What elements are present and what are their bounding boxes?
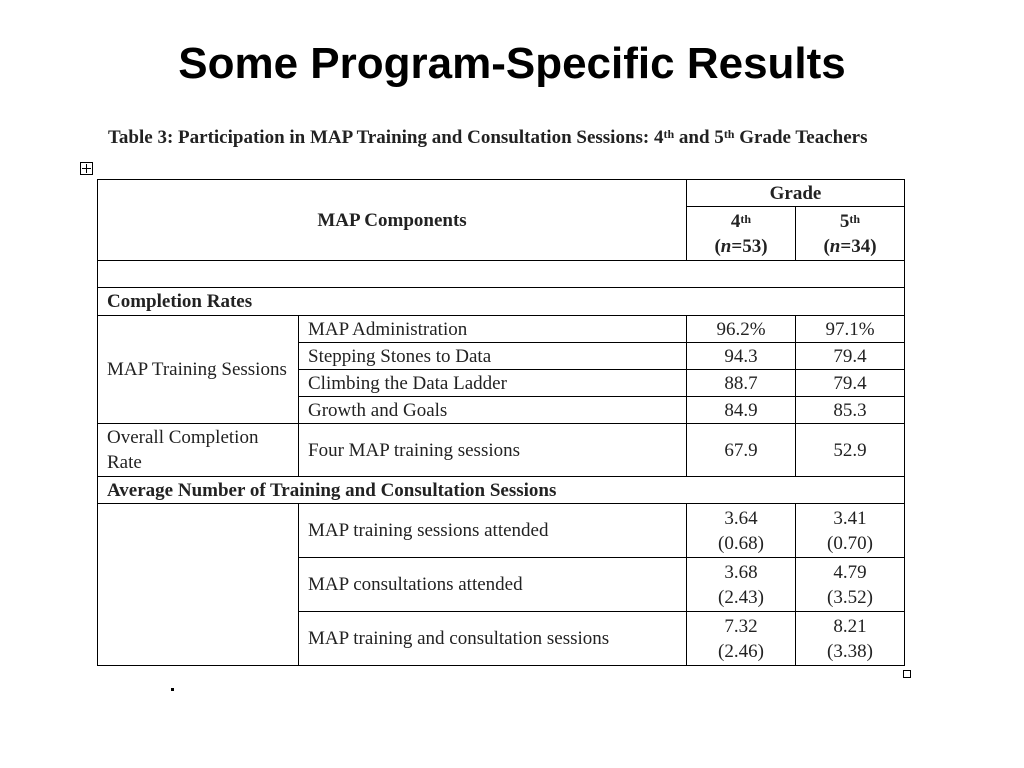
sd-value: (2.46)	[718, 640, 764, 662]
mean-value: 3.68	[724, 561, 758, 583]
grade-5-n-open: (	[823, 235, 830, 257]
grade-5-sup: th	[849, 211, 861, 226]
row-label: Four MAP training sessions	[299, 424, 687, 477]
cell-grade-4: 67.9	[687, 424, 796, 477]
row-label: Climbing the Data Ladder	[299, 370, 687, 397]
row-label: MAP consultations attended	[299, 558, 687, 612]
empty-spacer-row	[98, 261, 905, 288]
cell-grade-5	[796, 558, 905, 612]
cell-grade-4: 88.7	[687, 370, 796, 397]
cell-grade-5: 97.1%	[796, 316, 905, 343]
mean-value: 4.79	[833, 561, 867, 583]
grade-4-n-open: (	[714, 235, 721, 257]
sd-value: (3.52)	[827, 586, 873, 608]
footer-dot	[171, 688, 174, 691]
grade-5-n-value: =34)	[840, 235, 877, 257]
section-completion-rates: Completion Rates	[98, 288, 905, 316]
mean-value: 7.32	[724, 615, 758, 637]
cell-grade-5: 79.4	[796, 370, 905, 397]
row-label: Stepping Stones to Data	[299, 343, 687, 370]
caption-text-1: Table 3: Participation in MAP Training and Consultation Sessions: 4	[108, 127, 664, 148]
grade-4-n-value: =53)	[731, 235, 768, 257]
cell-grade-4	[687, 612, 796, 666]
mean-value: 8.21	[833, 615, 867, 637]
cell-grade-5: 52.9	[796, 424, 905, 477]
cell-grade-5: 79.4	[796, 343, 905, 370]
header-grade-4	[687, 207, 796, 261]
sd-value: (0.68)	[718, 532, 764, 554]
cell-grade-4	[687, 558, 796, 612]
results-table	[97, 179, 905, 666]
sd-value: (3.38)	[827, 640, 873, 662]
grade-4-sup: th	[740, 211, 752, 226]
cell-grade-5	[796, 612, 905, 666]
grade-4-n-var: n	[720, 235, 732, 257]
header-grade: Grade	[687, 180, 905, 207]
grade-5-n-var: n	[829, 235, 841, 257]
header-map-components: MAP Components	[98, 180, 687, 261]
row-label: MAP Administration	[299, 316, 687, 343]
caption-sup-2: th	[723, 127, 735, 141]
row-label: Growth and Goals	[299, 397, 687, 424]
category-map-training-sessions: MAP Training Sessions	[98, 316, 299, 424]
row-label: MAP training sessions attended	[299, 504, 687, 558]
cell-grade-4: 94.3	[687, 343, 796, 370]
table-move-handle-icon[interactable]	[80, 162, 93, 175]
caption-text-3: Grade Teachers	[734, 127, 868, 148]
header-grade-5	[796, 207, 905, 261]
cell-grade-4: 84.9	[687, 397, 796, 424]
category-overall-completion-rate: Overall Completion Rate	[98, 424, 299, 477]
table-caption	[108, 124, 888, 151]
cell-grade-4: 96.2%	[687, 316, 796, 343]
cell-grade-5: 85.3	[796, 397, 905, 424]
caption-sup-1: th	[663, 127, 675, 141]
table-resize-handle-icon[interactable]	[903, 670, 911, 678]
mean-value: 3.64	[724, 507, 758, 529]
mean-value: 3.41	[833, 507, 867, 529]
caption-text-2: and 5	[674, 127, 724, 148]
cell-grade-5	[796, 504, 905, 558]
sd-value: (2.43)	[718, 586, 764, 608]
grade-4-number: 4	[730, 210, 741, 232]
section-average-sessions: Average Number of Training and Consultation Sessions	[98, 477, 905, 504]
slide-title: Some Program-Specific Results	[178, 39, 846, 88]
cell-grade-4	[687, 504, 796, 558]
row-label: MAP training and consultation sessions	[299, 612, 687, 666]
sd-value: (0.70)	[827, 532, 873, 554]
grade-5-number: 5	[839, 210, 850, 232]
category-empty	[98, 504, 299, 666]
